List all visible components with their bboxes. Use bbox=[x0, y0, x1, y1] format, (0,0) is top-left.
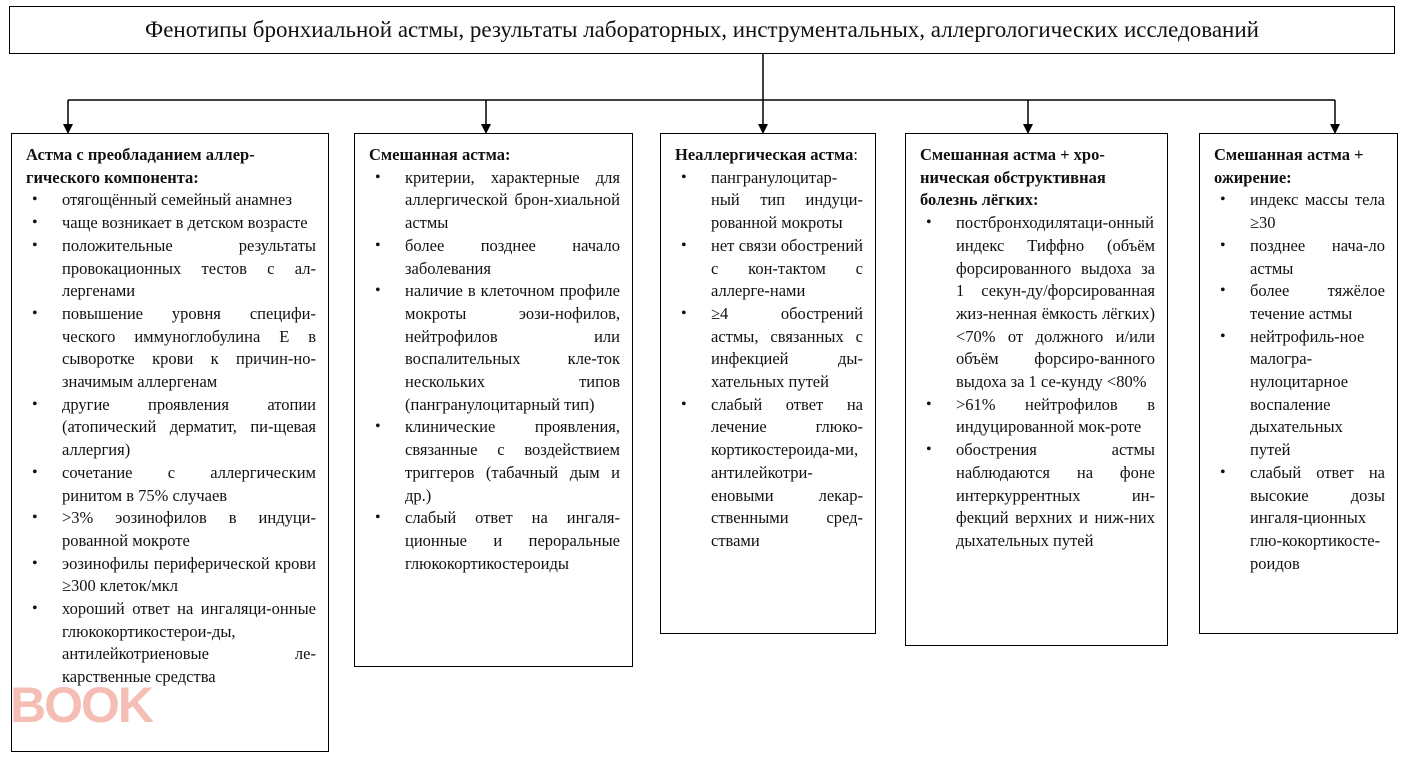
criteria-item: • слабый ответ на высокие дозы ингаля-ционных глю-кокортикосте-роидов bbox=[1214, 462, 1385, 576]
phenotype-nonallergic-box bbox=[660, 133, 876, 634]
criteria-item: • >3% эозинофилов в индуци-рованной мокроте bbox=[26, 507, 316, 552]
criteria-item: • пангранулоцитар-ный тип индуци-рованной мокроты bbox=[675, 167, 863, 235]
criteria-item: • более тяжёлое течение астмы bbox=[1214, 280, 1385, 325]
criteria-item: • ≥4 обострений астмы, связанных с инфекцией ды-хательных путей bbox=[675, 303, 863, 394]
criteria-item: • >61% нейтрофилов в индуцированной мок-роте bbox=[920, 394, 1155, 439]
criteria-item: • отягощённый семейный анамнез bbox=[26, 189, 316, 212]
criteria-list bbox=[369, 167, 620, 576]
watermark-logo bbox=[10, 676, 152, 756]
criteria-item: • другие проявления атопии (атопический дерматит, пи-щевая аллергия) bbox=[26, 394, 316, 462]
criteria-list bbox=[26, 189, 316, 688]
criteria-item: • эозинофилы периферической крови ≥300 клеток/мкл bbox=[26, 553, 316, 598]
watermark-text: BOOK bbox=[10, 677, 152, 733]
phenotype-title: Астма с преобладанием аллер-гического компонента: bbox=[26, 145, 255, 187]
criteria-item: • нейтрофиль-ное малогра-нулоцитарное воспаление дыхательных путей bbox=[1214, 326, 1385, 462]
criteria-item: • более позднее начало заболевания bbox=[369, 235, 620, 280]
criteria-item: • нет связи обострений с кон-тактом с аллерге-нами bbox=[675, 235, 863, 303]
criteria-list bbox=[920, 212, 1155, 553]
criteria-item: • критерии, характерные для аллергической брон-хиальной астмы bbox=[369, 167, 620, 235]
criteria-item: • хороший ответ на ингаляци-онные глюкокортикостерои-ды, антилейкотриеновые ле-карственные средства bbox=[26, 598, 316, 689]
criteria-list bbox=[1214, 189, 1385, 575]
phenotype-title: Смешанная астма + хро-ническая обструктивная болезнь лёгких: bbox=[920, 145, 1106, 210]
criteria-item: • повышение уровня специфи-ческого иммуноглобулина Е в сыворотке крови к причин-но-значимым аллергенам bbox=[26, 303, 316, 394]
criteria-item: • постбронходилятаци-онный индекс Тиффно (объём форсированного выдоха за 1 секун-ду/форсированная жиз-ненная ёмкость лёгких) <70% от должного и/или объём форсиро-ванного выдоха за 1 се-кунду <80% bbox=[920, 212, 1155, 394]
criteria-item: • позднее нача-ло астмы bbox=[1214, 235, 1385, 280]
criteria-item: • клинические проявления, связанные с воздействием триггеров (табачный дым и др.) bbox=[369, 416, 620, 507]
criteria-item: • слабый ответ на ингаля-ционные и пероральные глюкокортикостероиды bbox=[369, 507, 620, 575]
phenotype-mixed-copd-box bbox=[905, 133, 1168, 646]
criteria-list bbox=[675, 167, 863, 553]
phenotype-title: Смешанная астма: bbox=[369, 145, 511, 164]
criteria-item: • индекс массы тела ≥30 bbox=[1214, 189, 1385, 234]
criteria-item: • слабый ответ на лечение глюко-кортикостероида-ми, антилейкотри-еновыми лекар-ственными сред-ствами bbox=[675, 394, 863, 553]
phenotype-mixed-box bbox=[354, 133, 633, 667]
criteria-item: • сочетание с аллергическим ринитом в 75% случаев bbox=[26, 462, 316, 507]
criteria-item: • наличие в клеточном профиле мокроты эози-нофилов, нейтрофилов или воспалительных кле-ток нескольких типов (пангранулоцитарный тип) bbox=[369, 280, 620, 416]
criteria-item: • обострения астмы наблюдаются на фоне интеркуррентных ин-фекций верхних и ниж-них дыхательных путей bbox=[920, 439, 1155, 553]
criteria-item: • положительные результаты провокационных тестов с ал-лергенами bbox=[26, 235, 316, 303]
phenotype-mixed-obesity-box bbox=[1199, 133, 1398, 634]
criteria-item: • чаще возникает в детском возрасте bbox=[26, 212, 316, 235]
diagram-title: Фенотипы бронхиальной астмы, результаты лабораторных, инструментальных, аллергологических исследований bbox=[9, 6, 1395, 54]
phenotype-title: Смешанная астма + ожирение: bbox=[1214, 145, 1364, 187]
phenotype-allergic-box bbox=[11, 133, 329, 752]
phenotype-title: Неаллергическая астма: bbox=[675, 145, 858, 164]
